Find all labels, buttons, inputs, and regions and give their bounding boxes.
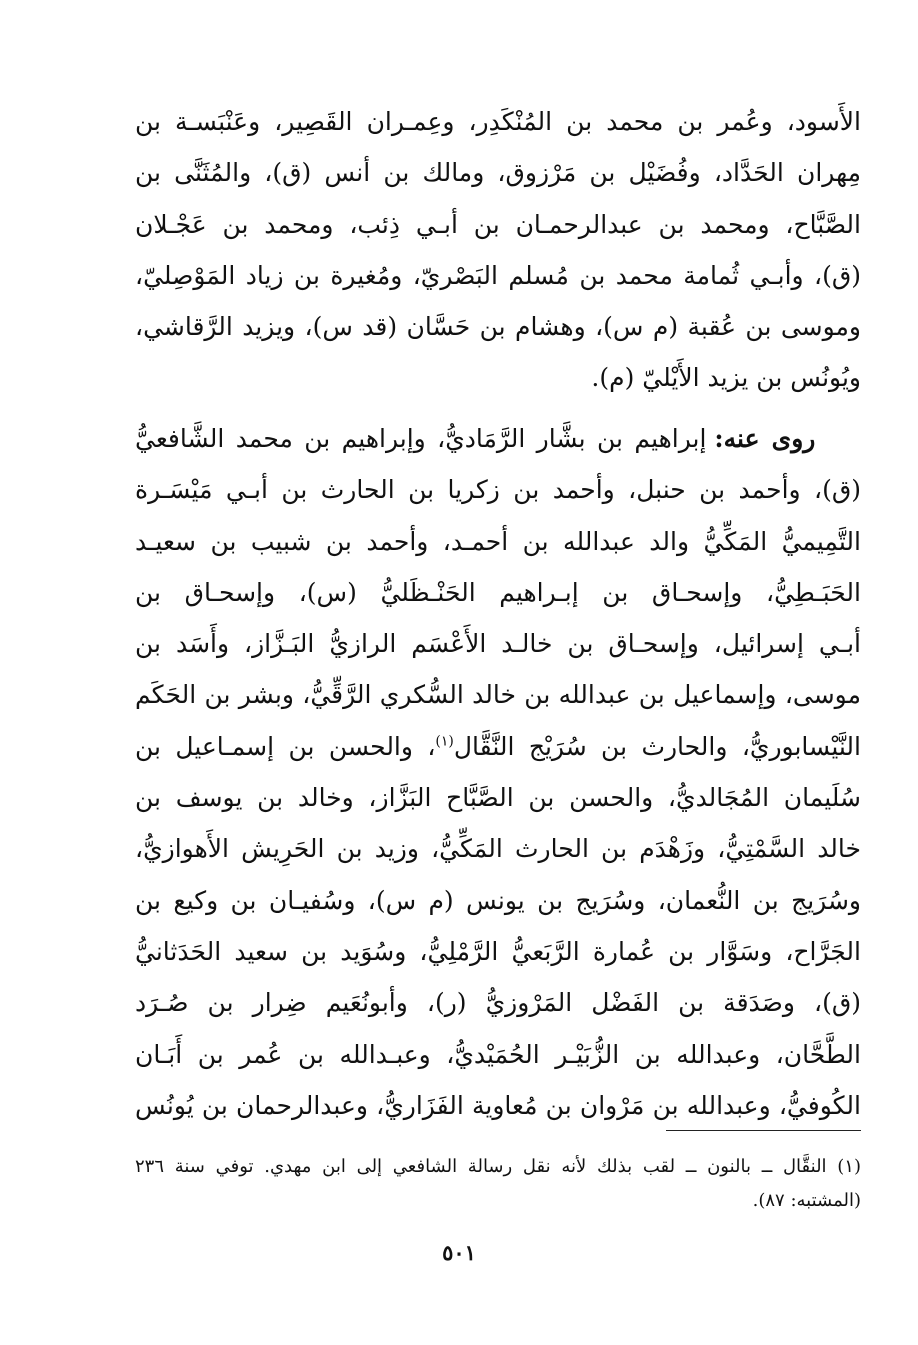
text-fragment: إبراهيم بن بشَّار الرَّمَاديُّ، وإبراهيم بن محمد الشَّافعيُّ bbox=[135, 424, 715, 453]
text-line-first bbox=[135, 413, 861, 464]
footnotes bbox=[135, 1150, 861, 1218]
text-line: (ق)، وأحمد بن حنبل، وأحمد بن زكريا بن الحارث بن أبـي مَيْسَـرة bbox=[135, 475, 861, 505]
text-line: (ق)، وأبـي ثُمامة محمد بن مُسلم البَصْريّ، ومُغيرة بن زياد المَوْصِليّ، bbox=[135, 260, 861, 290]
paragraph-students bbox=[135, 413, 861, 1131]
text-line: خالد السَّمْتِيُّ، وزَهْدَم بن الحارث المَكِّيُّ، وزيد بن الحَرِيش الأَهوازيُّ، bbox=[135, 834, 861, 864]
footnote-line: (١) النقَّال ــ بالنون ــ لقب بذلك لأنه نقل رسالة الشافعي إلى ابن مهدي. توفي سنة ٢٣٦ bbox=[135, 1156, 861, 1177]
section-lead: روى عنه: bbox=[714, 424, 816, 453]
footnote-divider bbox=[666, 1130, 861, 1131]
paragraph-teachers bbox=[135, 96, 861, 404]
text-line: سُلَيمان المُجَالديُّ، والحسن بن الصَّبَّاح البَزَّاز، وخالد بن يوسف بن bbox=[135, 783, 861, 813]
text-line: الجَرَّاح، وسَوَّار بن عُمارة الرَّبَعيُّ الرَّمْلِيُّ، وسُوَيد بن سعيد الحَدَثانيُّ bbox=[135, 936, 861, 966]
footnote-line: (المشتبه: ٨٧). bbox=[752, 1190, 861, 1211]
text-fragment: النَّيْسابوريُّ، والحارث بن سُرَيْج النَّقَّال bbox=[453, 731, 861, 761]
text-line: وسُرَيج بن النُّعمان، وسُرَيج بن يونس (م س)، وسُفيـان بن وكيع بن bbox=[135, 885, 861, 915]
text-line: موسى، وإسماعيل بن عبدالله بن خالد السُّكري الرَّقِّيُّ، وبشر بن الحَكَم bbox=[135, 680, 861, 710]
page-number: ٥٠١ bbox=[442, 1240, 476, 1265]
text-line: الصَّبَّاح، ومحمد بن عبدالرحمـان بن أبـي ذِئب، ومحمد بن عَجْـلان bbox=[135, 209, 861, 239]
footnote-reference[interactable]: (١) bbox=[435, 733, 454, 750]
text-line: الحَبَـطِيُّ، وإسحـاق بن إبـراهيم الحَنْـظَليُّ (س)، وإسحـاق بن bbox=[135, 577, 861, 607]
text-line: (ق)، وصَدَقة بن الفَضْل المَرْوزيُّ (ر)، وأبونُعَيم ضِرار بن صُـرَد bbox=[135, 988, 861, 1018]
text-line: مِهران الحَدَّاد، وفُضَيْل بن مَرْزوق، ومالك بن أنس (ق)، والمُثَنَّى بن bbox=[135, 158, 861, 188]
text-fragment: ، والحسن بن إسمـاعيل بن bbox=[135, 731, 436, 761]
text-line-with-footnote bbox=[135, 721, 861, 772]
text-line: التَّمِيميُّ المَكِّيُّ والد عبدالله بن أحمـد، وأحمد بن شبيب بن سعيـد bbox=[135, 526, 861, 556]
text-line: ويُونُس بن يزيد الأَيْليّ (م). bbox=[591, 363, 861, 393]
text-line: وموسى بن عُقبة (م س)، وهشام بن حَسَّان (قد س)، ويزيد الرَّقاشي، bbox=[135, 312, 861, 342]
text-line: الكُوفيُّ، وعبدالله بن مَرْوان بن مُعاوية الفَزَاريُّ، وعبدالرحمان بن يُونُس bbox=[135, 1090, 861, 1120]
text-line: الأَسود، وعُمر بن محمد بن المُنْكَدِر، وعِمـران القَصِير، وعَنْبَسـة بن bbox=[135, 107, 861, 136]
text-line: أبـي إسرائيل، وإسحـاق بن خالـد الأَعْسَم الرازيُّ البَـزَّاز، وأَسَد بن bbox=[135, 629, 861, 659]
text-line: الطَّحَّان، وعبدالله بن الزُّبَيْـر الحُمَيْديُّ، وعبـدالله بن عُمر بن أَبَـان bbox=[135, 1039, 861, 1069]
